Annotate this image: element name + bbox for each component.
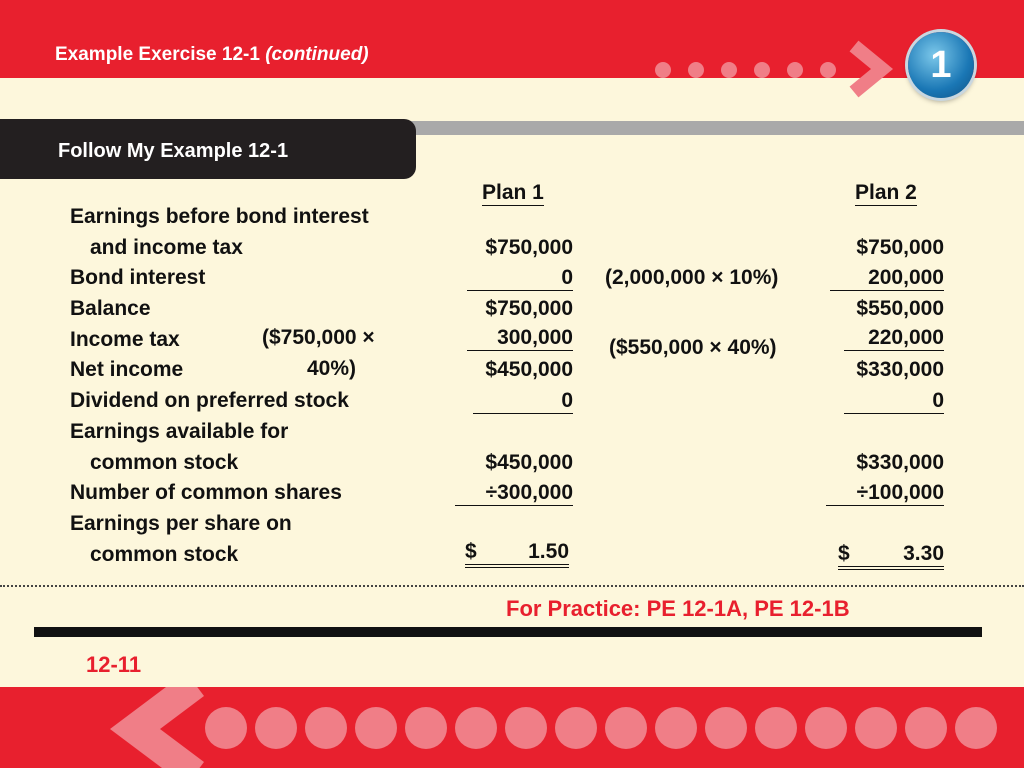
row-label-ebit-cont: and income tax xyxy=(90,236,243,259)
plan2-dividend: 0 xyxy=(844,389,944,414)
plan1-income-tax: 300,000 xyxy=(467,326,573,351)
plan1-net-income: $450,000 xyxy=(485,358,573,381)
plan2-eps-currency: $ xyxy=(838,542,850,565)
plan1-balance: $750,000 xyxy=(485,297,573,320)
arrow-chevron-icon xyxy=(842,40,902,98)
plan2-header: Plan 2 xyxy=(855,181,917,204)
example-tab xyxy=(0,119,416,179)
row-label-earnings-available-cont: common stock xyxy=(90,451,239,474)
plan1-shares: ÷300,000 xyxy=(455,481,573,506)
plan2-bond-interest: 200,000 xyxy=(830,266,944,291)
note-tax-plan1-cont: 40%) xyxy=(307,357,357,380)
plan2-net-income: $330,000 xyxy=(856,358,944,381)
plan2-income-tax: 220,000 xyxy=(844,326,944,351)
row-label-bond-interest: Bond interest xyxy=(70,266,206,289)
row-label-eps-cont: common stock xyxy=(90,543,239,566)
dotted-divider xyxy=(0,585,1024,587)
row-label-income-tax: Income tax xyxy=(70,328,180,351)
note-tax-plan1: ($750,000 × xyxy=(262,326,375,349)
slide-title-continued: (continued) xyxy=(265,44,369,65)
plan1-eps-currency: $ xyxy=(465,540,477,563)
row-label-shares: Number of common shares xyxy=(70,481,342,504)
plan1-eps-value: 1.50 xyxy=(528,540,569,563)
step-badge: 1 xyxy=(908,32,974,98)
slide-title: Example Exercise 12-1 (continued) xyxy=(55,44,369,65)
plan2-balance: $550,000 xyxy=(856,297,944,320)
plan1-header: Plan 1 xyxy=(482,181,544,204)
page-number: 12-11 xyxy=(86,652,142,677)
footer-bar xyxy=(0,687,1024,768)
plan1-bond-interest: 0 xyxy=(467,266,573,291)
row-label-earnings-available: Earnings available for xyxy=(70,420,289,443)
plan1-ebit: $750,000 xyxy=(485,236,573,259)
plan2-earnings-available: $330,000 xyxy=(856,451,944,474)
row-label-balance: Balance xyxy=(70,297,151,320)
practice-reference: For Practice: PE 12-1A, PE 12-1B xyxy=(506,596,850,621)
row-label-ebit: Earnings before bond interest xyxy=(70,205,369,228)
plan2-eps-value: 3.30 xyxy=(903,542,944,565)
note-tax-plan2: ($550,000 × 40%) xyxy=(609,336,777,359)
plan1-eps xyxy=(465,540,569,568)
plan1-earnings-available: $450,000 xyxy=(485,451,573,474)
row-label-net-income: Net income xyxy=(70,358,184,381)
plan1-dividend: 0 xyxy=(473,389,573,414)
tab-label: Follow My Example 12-1 xyxy=(58,140,289,162)
row-label-eps: Earnings per share on xyxy=(70,512,292,535)
note-interest-plan2: (2,000,000 × 10%) xyxy=(605,266,779,289)
row-label-dividend: Dividend on preferred stock xyxy=(70,389,349,412)
plan2-shares: ÷100,000 xyxy=(826,481,944,506)
arrow-chevron-icon xyxy=(95,687,215,768)
plan2-eps xyxy=(838,542,944,570)
footer-rule xyxy=(34,627,982,637)
plan2-ebit: $750,000 xyxy=(856,236,944,259)
gray-divider xyxy=(400,121,1024,135)
